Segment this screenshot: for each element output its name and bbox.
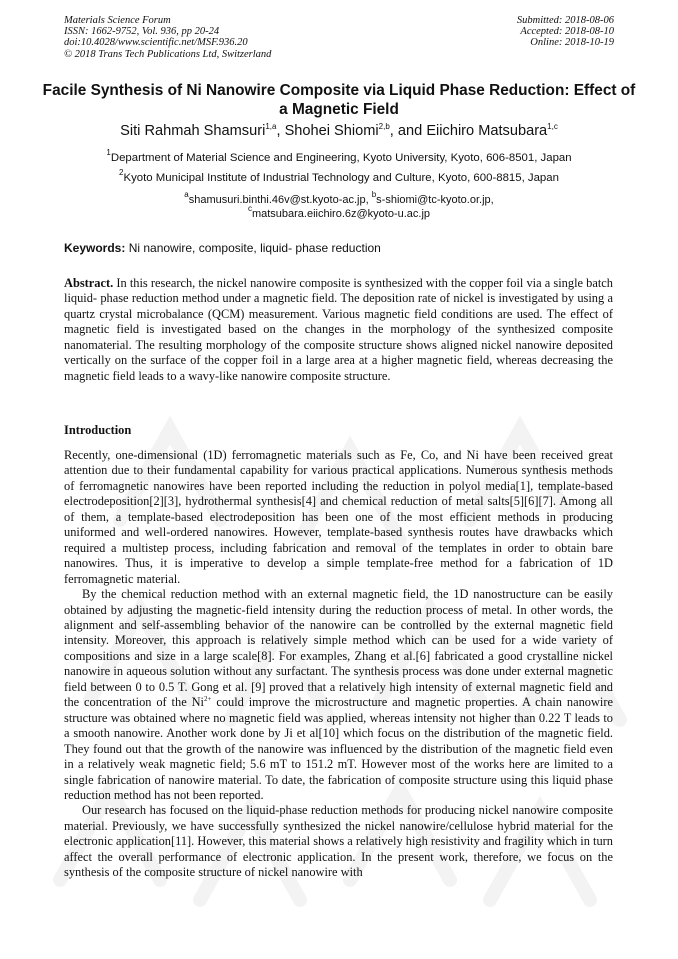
email-mark: c <box>247 204 252 213</box>
author-affiliation-mark: 1,a <box>265 122 277 131</box>
intro-p2-text: By the chemical reduction method with an external magnetic field, the 1D nanostructure can be easily obtained by adjusting the magnetic-field intensity during the reduction process of metal. In other words, the alignment and self-assembling behavior of the nanowire can be controlled by the external magnetic field intensity. Moreover, this approach is relatively simple method which can be used for a wide variety of compositions and size in a large scale[8]. For examples, Zhang et al.[6] fabricated a good crystalline nickel nanowire in aqueous solution without any surfactant. The synthesis process was done under external magnetic field between 0 to 0.5 T. Gong et al. [9] proved that a relatively high intensity of external magnetic field and the concentration of the Ni <box>64 587 613 710</box>
accepted-date: Accepted: 2018-08-10 <box>520 26 614 38</box>
author-separator: , and <box>389 123 427 139</box>
author-name: Shohei Shiomi <box>284 123 379 139</box>
intro-paragraph-1: Recently, one-dimensional (1D) ferromagnetic materials such as Fe, Co, and Ni have been received great attention due to their fundamental capability for various practical applications. Numerous synthesis methods of ferromagnetic nanowires have been reported including the reduction in polyol media[1], template-based electrodeposition[2][3], hydrothermal synthesis[4] and chemical reduction of metal salts[5][6][7]. Among all of them, a template-based electrodeposition has been one of the most efficient methods in producing uniformed and well-ordered nanowires. However, template-based synthesis routes have drawbacks which required a multistep process, including fabrication and removal of the templates in order to obtain bare nanowires. Thus, it is imperative to develop a simple template-free method for a fabrication of 1D ferromagnetic material. <box>64 448 613 586</box>
abstract-text: In this research, the nickel nanowire composite is synthesized with the copper foil via a single batch liquid- phase reduction method under a magnetic field. The deposition rate of nickel is investigated by using a quartz crystal microbalance (QCM) measurement. Various magnetic field conditions are used. The effect of magnetic field is investigated based on the changes in the morphology of the synthesized composite nanomaterial. The resulting morphology of the composite structure shows aligned nickel nanowire deposited vertically on the surface of the copper foil in a large area at a higher magnetic field, whereas decreasing the magnetic field leads to a wavy-like nanowire composite structure. <box>64 276 613 383</box>
abstract-paragraph <box>64 276 613 384</box>
abstract-label: Abstract. <box>64 276 114 290</box>
email-a: shamusuri.binthi.46v@st.kyoto-ac.jp, <box>188 194 372 206</box>
journal-name: Materials Science Forum <box>64 15 171 26</box>
keywords <box>64 241 381 255</box>
intro-paragraph-3: Our research has focused on the liquid-phase reduction methods for producing nickel nanowire composite material. Previously, we have successfully synthesized the nickel nanowire/cellulose hybrid material for the electronic application[11]. However, this material shows a relatively high resistivity and fragility which in turn affect the overall performance of electronic application. In the present work, therefore, we focus on the synthesis of the composite structure of nickel nanowire with <box>64 803 613 880</box>
author-name: Eiichiro Matsubara <box>426 123 548 139</box>
doi-line: doi:10.4028/www.scientific.net/MSF.936.20 <box>64 37 248 49</box>
journal-info <box>64 15 271 60</box>
keywords-label: Keywords: <box>64 241 126 255</box>
affiliation-text: Department of Material Science and Engineering, Kyoto University, Kyoto, 606-8501, Japan <box>110 152 572 164</box>
abstract <box>64 276 613 384</box>
affiliation-mark: 2 <box>119 168 124 177</box>
email-mark: b <box>371 190 377 199</box>
email-b: s-shiomi@tc-kyoto.or.jp, <box>376 194 494 206</box>
author-affiliation-mark: 1,c <box>547 122 558 131</box>
affiliation-mark: 1 <box>106 148 111 157</box>
email-line-1 <box>40 190 638 207</box>
paper-title: Facile Synthesis of Ni Nanowire Composite via Liquid Phase Reduction: Effect of a Magnetic Field <box>42 82 636 118</box>
submitted-date: Submitted: 2018-08-06 <box>516 15 614 26</box>
author-separator: , <box>276 123 285 139</box>
copyright-line: © 2018 Trans Tech Publications Ltd, Switzerland <box>64 48 272 60</box>
introduction-body <box>64 448 613 881</box>
online-date: Online: 2018-10-19 <box>530 37 614 49</box>
intro-p2-text-cont: could improve the microstructure and magnetic properties. A chain nanowire structure was obtained where no magnetic field was applied, whereas intensity not higher than 0.22 T leads to a smooth nanowire. Another work done by Ji et al[10] which focus on the distribution of the magnetic field. They found out that the growth of the nanowire was influenced by the distribution of the magnetic field even in a relatively weak magnetic field; 5.6 mT to 151.2 mT. However most of the works here are limited to a single fabrication of nanowire material. To date, the fabrication of composite structure using this liquid phase reduction method has not been reported. <box>64 695 613 802</box>
issn-line: ISSN: 1662-9752, Vol. 936, pp 20-24 <box>64 26 220 38</box>
email-line-2 <box>40 204 638 221</box>
keywords-text: Ni nanowire, composite, liquid- phase reduction <box>125 241 381 255</box>
email-c: matsubara.eiichiro.6z@kyoto-u.ac.jp <box>251 208 431 220</box>
affiliation-2 <box>40 168 638 185</box>
submission-dates <box>517 15 614 49</box>
charge-superscript: 2+ <box>203 695 212 704</box>
affiliation-text: Kyoto Municipal Institute of Industrial Technology and Culture, Kyoto, 600-8815, Japan <box>123 172 559 184</box>
author-name: Siti Rahmah Shamsuri <box>120 123 266 139</box>
author-list <box>40 122 638 140</box>
intro-paragraph-2 <box>64 587 613 803</box>
author-affiliation-mark: 2,b <box>378 122 390 131</box>
affiliation-1 <box>40 148 638 165</box>
introduction-heading: Introduction <box>64 423 132 437</box>
email-mark: a <box>184 190 189 199</box>
author-emails <box>40 190 638 221</box>
